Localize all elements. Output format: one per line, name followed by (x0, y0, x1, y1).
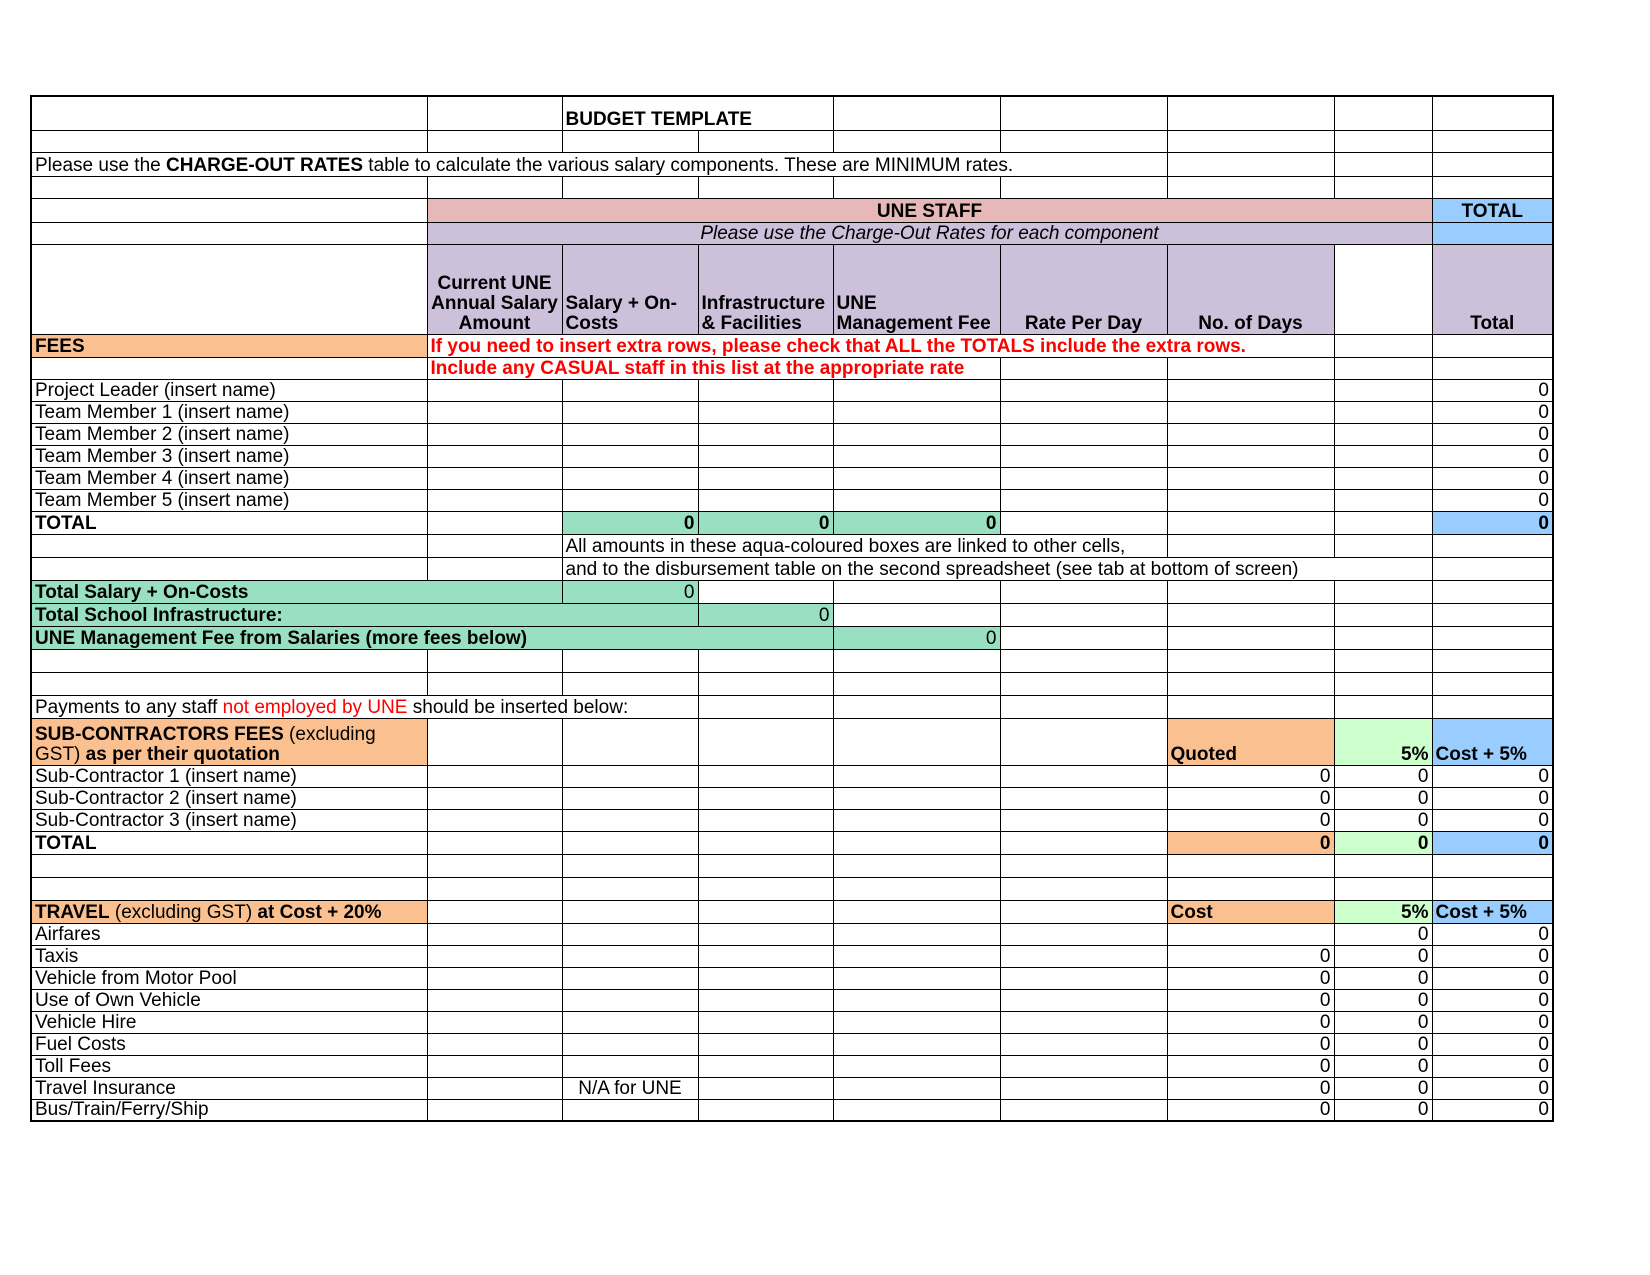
subcontractor-name-cell[interactable]: Sub-Contractor 2 (insert name) (31, 787, 427, 809)
travel-total-cell[interactable]: 0 (1432, 1099, 1553, 1121)
total-infra-value[interactable]: 0 (698, 603, 833, 626)
staff-name-cell[interactable]: Team Member 3 (insert name) (31, 445, 427, 467)
travel-5pct-cell[interactable]: 0 (1334, 1055, 1432, 1077)
staff-total-cell[interactable]: 0 (1432, 467, 1553, 489)
subcontractors-total-label[interactable]: TOTAL (31, 831, 427, 854)
travel-cost-cell[interactable]: 0 (1167, 967, 1334, 989)
travel-5pct-cell[interactable]: 0 (1334, 989, 1432, 1011)
travel-note-cell[interactable] (562, 967, 698, 989)
travel-header-row (31, 900, 1553, 923)
subcontractor-5pct-cell[interactable]: 0 (1334, 787, 1432, 809)
travel-row (31, 923, 1553, 945)
staff-total-cell[interactable]: 0 (1432, 379, 1553, 401)
staff-total-cell[interactable]: 0 (1432, 445, 1553, 467)
staff-total-cell[interactable]: 0 (1432, 489, 1553, 511)
travel-row (31, 1033, 1553, 1055)
fees-row (31, 467, 1553, 489)
travel-item-cell[interactable]: Bus/Train/Ferry/Ship (31, 1099, 427, 1121)
fees-total-row (31, 511, 1553, 534)
travel-5pct-cell[interactable]: 0 (1334, 1077, 1432, 1099)
aqua-note-2[interactable]: and to the disbursement table on the second spreadsheet (see tab at bottom of screen) (562, 557, 1432, 580)
travel-label[interactable]: TRAVEL (excluding GST) at Cost + 20% (31, 900, 427, 923)
travel-col-5pct[interactable]: 5% (1334, 900, 1432, 923)
fees-label[interactable]: FEES (31, 334, 427, 357)
travel-item-cell[interactable]: Airfares (31, 923, 427, 945)
travel-item-cell[interactable]: Use of Own Vehicle (31, 989, 427, 1011)
travel-5pct-cell[interactable]: 0 (1334, 945, 1432, 967)
travel-total-cell[interactable]: 0 (1432, 1011, 1553, 1033)
subcontractors-header-row (31, 718, 1553, 765)
blank-row (31, 649, 1553, 672)
travel-5pct-cell[interactable]: 0 (1334, 923, 1432, 945)
travel-total-cell[interactable]: 0 (1432, 1077, 1553, 1099)
travel-item-cell[interactable]: Fuel Costs (31, 1033, 427, 1055)
col-5pct[interactable]: 5% (1334, 718, 1432, 765)
travel-item-cell[interactable]: Travel Insurance (31, 1077, 427, 1099)
travel-row (31, 1011, 1553, 1033)
travel-total-cell[interactable]: 0 (1432, 1033, 1553, 1055)
title-row (31, 96, 1553, 130)
travel-cost-cell[interactable]: 0 (1167, 1033, 1334, 1055)
travel-5pct-cell[interactable]: 0 (1334, 967, 1432, 989)
travel-5pct-cell[interactable]: 0 (1334, 1033, 1432, 1055)
col-rate-per-day[interactable]: Rate Per Day (1000, 244, 1167, 334)
mgmt-fee-label[interactable]: UNE Management Fee from Salaries (more fees below) (31, 626, 833, 649)
staff-subtitle[interactable]: Please use the Charge-Out Rates for each component (427, 222, 1432, 244)
total-salary-value[interactable]: 0 (562, 580, 698, 603)
sheet-title[interactable]: BUDGET TEMPLATE (562, 96, 833, 130)
travel-item-cell[interactable]: Taxis (31, 945, 427, 967)
travel-row (31, 1055, 1553, 1077)
subcontractor-cost-cell[interactable]: 0 (1432, 765, 1553, 787)
subcontractors-total-5pct[interactable]: 0 (1334, 831, 1432, 854)
fees-row (31, 379, 1553, 401)
mgmt-fee-value[interactable]: 0 (833, 626, 1000, 649)
summary-salary-row (31, 580, 1553, 603)
travel-total-cell[interactable]: 0 (1432, 967, 1553, 989)
travel-note-cell[interactable]: N/A for UNE (562, 1077, 698, 1099)
fees-total-infra[interactable]: 0 (698, 511, 833, 534)
staff-name-cell[interactable]: Team Member 1 (insert name) (31, 401, 427, 423)
fees-header-row (31, 334, 1553, 357)
col-quoted[interactable]: Quoted (1167, 718, 1334, 765)
travel-col-cost-plus-5[interactable]: Cost + 5% (1432, 900, 1553, 923)
fees-total-label[interactable]: TOTAL (31, 511, 427, 534)
travel-item-cell[interactable]: Vehicle from Motor Pool (31, 967, 427, 989)
subcontractor-row (31, 765, 1553, 787)
subcontractor-name-cell[interactable]: Sub-Contractor 1 (insert name) (31, 765, 427, 787)
fees-warning-1[interactable]: If you need to insert extra rows, please check that ALL the TOTALS include the extra rows. (427, 334, 1334, 357)
travel-note-cell[interactable] (562, 989, 698, 1011)
payments-note[interactable]: Payments to any staff not employed by UNE should be inserted below: (31, 695, 698, 718)
fees-rows (31, 379, 1553, 511)
travel-row (31, 967, 1553, 989)
blank-row (31, 877, 1553, 900)
summary-mgmt-row (31, 626, 1553, 649)
travel-total-cell[interactable]: 0 (1432, 1055, 1553, 1077)
travel-col-cost[interactable]: Cost (1167, 900, 1334, 923)
staff-total-cell[interactable]: 0 (1432, 423, 1553, 445)
subcontractor-name-cell[interactable]: Sub-Contractor 3 (insert name) (31, 809, 427, 831)
subcontractors-total-row (31, 831, 1553, 854)
instruction-row (31, 152, 1553, 176)
blank-row (31, 176, 1553, 198)
staff-name-cell[interactable]: Team Member 5 (insert name) (31, 489, 427, 511)
staff-total-cell[interactable]: 0 (1432, 401, 1553, 423)
blank-row (31, 672, 1553, 695)
fees-total-mgmt[interactable]: 0 (833, 511, 1000, 534)
travel-item-cell[interactable]: Toll Fees (31, 1055, 427, 1077)
col-management-fee[interactable]: UNE Management Fee (833, 244, 1000, 334)
staff-subtitle-row (31, 222, 1553, 244)
subcontractor-cost-cell[interactable]: 0 (1432, 809, 1553, 831)
fees-total-oncost[interactable]: 0 (562, 511, 698, 534)
travel-cost-cell[interactable]: 0 (1167, 1077, 1334, 1099)
total-header[interactable]: TOTAL (1432, 198, 1553, 222)
travel-total-cell[interactable]: 0 (1432, 923, 1553, 945)
col-total[interactable]: Total (1432, 244, 1553, 334)
travel-cost-cell[interactable] (1167, 923, 1334, 945)
travel-5pct-cell[interactable]: 0 (1334, 1011, 1432, 1033)
col-cost-plus-5[interactable]: Cost + 5% (1432, 718, 1553, 765)
travel-note-cell[interactable] (562, 945, 698, 967)
subcontractors-total-cost[interactable]: 0 (1432, 831, 1553, 854)
budget-sheet (30, 95, 1554, 1122)
note-row-1 (31, 534, 1553, 557)
travel-total-cell[interactable]: 0 (1432, 989, 1553, 1011)
fees-warning-2[interactable]: Include any CASUAL staff in this list at the appropriate rate (427, 357, 1000, 379)
fees-row (31, 423, 1553, 445)
staff-name-cell[interactable]: Team Member 2 (insert name) (31, 423, 427, 445)
travel-row (31, 1099, 1553, 1121)
travel-note-cell[interactable] (562, 923, 698, 945)
subcontractor-quoted-cell[interactable]: 0 (1167, 809, 1334, 831)
col-current-salary[interactable]: Current UNE Annual Salary Amount (427, 244, 562, 334)
travel-item-cell[interactable]: Vehicle Hire (31, 1011, 427, 1033)
travel-row (31, 945, 1553, 967)
staff-name-cell[interactable]: Project Leader (insert name) (31, 379, 427, 401)
travel-cost-cell[interactable]: 0 (1167, 989, 1334, 1011)
subcontractor-quoted-cell[interactable]: 0 (1167, 765, 1334, 787)
subcontractors-total-quoted[interactable]: 0 (1167, 831, 1334, 854)
travel-cost-cell[interactable]: 0 (1167, 945, 1334, 967)
note-row-2 (31, 557, 1553, 580)
instruction-text[interactable]: Please use the CHARGE-OUT RATES table to calculate the various salary components. These are MINIMUM rates. (31, 152, 1167, 176)
travel-rows (31, 923, 1553, 1121)
travel-cost-cell[interactable]: 0 (1167, 1099, 1334, 1121)
col-salary-oncosts[interactable]: Salary + On- Costs (562, 244, 698, 334)
subcontractors-label[interactable]: SUB-CONTRACTORS FEES (excluding GST) as per their quotation (31, 718, 427, 765)
travel-note-cell[interactable] (562, 1011, 698, 1033)
subcontractor-rows (31, 765, 1553, 831)
travel-note-cell[interactable] (562, 1055, 698, 1077)
travel-cost-cell[interactable]: 0 (1167, 1011, 1334, 1033)
travel-5pct-cell[interactable]: 0 (1334, 1099, 1432, 1121)
subcontractor-row (31, 787, 1553, 809)
total-salary-label[interactable]: Total Salary + On-Costs (31, 580, 562, 603)
col-infrastructure[interactable]: Infrastructure & Facilities (698, 244, 833, 334)
fees-warning-row (31, 357, 1553, 379)
blank-row (31, 130, 1553, 152)
subcontractor-row (31, 809, 1553, 831)
staff-group-row (31, 198, 1553, 222)
travel-row (31, 989, 1553, 1011)
travel-total-cell[interactable]: 0 (1432, 945, 1553, 967)
subcontractor-cost-cell[interactable]: 0 (1432, 787, 1553, 809)
fees-row (31, 489, 1553, 511)
une-staff-header[interactable]: UNE STAFF (427, 198, 1432, 222)
fees-row (31, 401, 1553, 423)
fees-total-all[interactable]: 0 (1432, 511, 1553, 534)
blank-row (31, 854, 1553, 877)
summary-infra-row (31, 603, 1553, 626)
total-infra-label[interactable]: Total School Infrastructure: (31, 603, 698, 626)
travel-row (31, 1077, 1553, 1099)
travel-note-cell[interactable] (562, 1099, 698, 1121)
travel-note-cell[interactable] (562, 1033, 698, 1055)
subcontractor-5pct-cell[interactable]: 0 (1334, 765, 1432, 787)
fees-row (31, 445, 1553, 467)
col-no-of-days[interactable]: No. of Days (1167, 244, 1334, 334)
subcontractor-quoted-cell[interactable]: 0 (1167, 787, 1334, 809)
aqua-note-1[interactable]: All amounts in these aqua-coloured boxes are linked to other cells, (562, 534, 1167, 557)
column-header-row (31, 244, 1553, 334)
payments-note-row (31, 695, 1553, 718)
staff-name-cell[interactable]: Team Member 4 (insert name) (31, 467, 427, 489)
travel-cost-cell[interactable]: 0 (1167, 1055, 1334, 1077)
subcontractor-5pct-cell[interactable]: 0 (1334, 809, 1432, 831)
